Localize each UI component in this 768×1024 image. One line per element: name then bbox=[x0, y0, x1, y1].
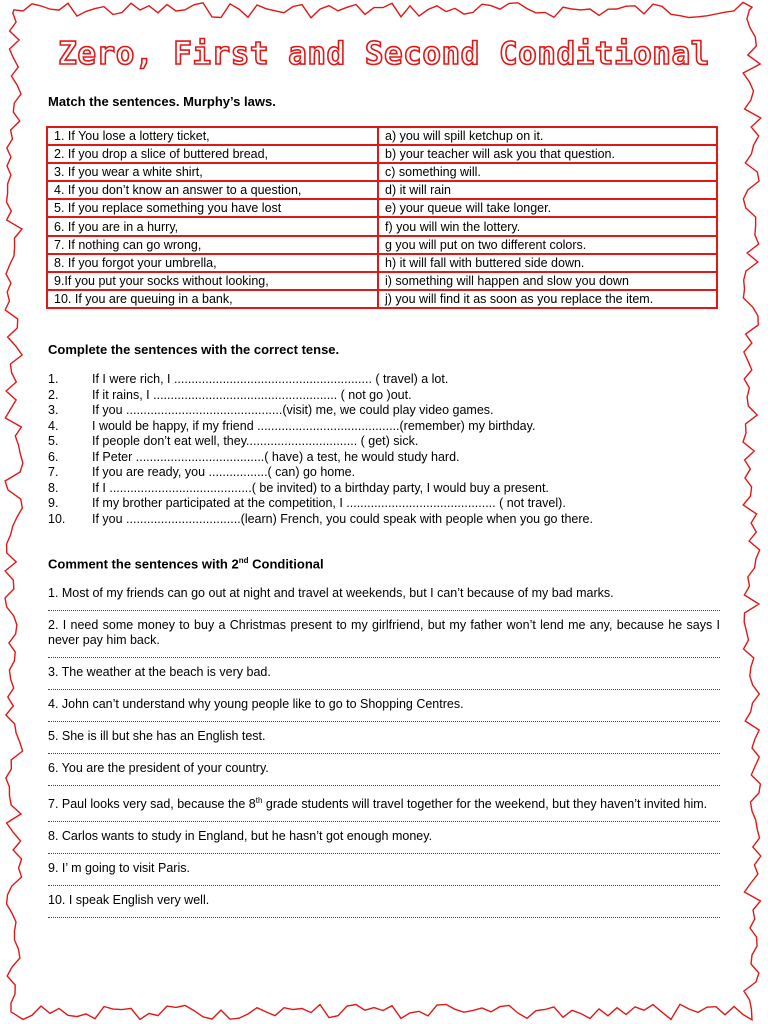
item-number: 5. bbox=[48, 434, 59, 448]
result-cell: d) it will rain bbox=[378, 181, 717, 199]
tense-item bbox=[48, 496, 728, 512]
comment-item bbox=[48, 729, 720, 754]
answer-line[interactable] bbox=[48, 712, 720, 722]
match-row bbox=[47, 272, 717, 290]
comment-text-part: 2. I need some money to buy a Christmas present to my girlfriend, but my father won’t lend me any, because he says I never pay him back. bbox=[48, 618, 720, 647]
comment-prompt bbox=[48, 761, 720, 776]
tense-item bbox=[48, 465, 728, 481]
comment-prompt bbox=[48, 697, 720, 712]
comment-prompt bbox=[48, 618, 720, 648]
condition-cell: 5. If you replace something you have lost bbox=[47, 199, 378, 217]
condition-cell: 8. If you forgot your umbrella, bbox=[47, 254, 378, 272]
comment-item bbox=[48, 893, 720, 918]
tense-exercise-list bbox=[48, 372, 728, 527]
tense-item bbox=[48, 512, 728, 528]
murphys-laws-table bbox=[46, 126, 718, 309]
result-cell: j) you will find it as soon as you replace the item. bbox=[378, 290, 717, 308]
tense-item bbox=[48, 403, 728, 419]
item-number: 4. bbox=[48, 418, 59, 433]
comment-text-part: 9. I’ m going to visit Paris. bbox=[48, 861, 190, 876]
answer-line[interactable] bbox=[48, 744, 720, 754]
comment-text-part: 10. I speak English very well. bbox=[48, 893, 210, 908]
condition-cell: 2. If you drop a slice of buttered bread, bbox=[47, 145, 378, 163]
result-cell: b) your teacher will ask you that question. bbox=[378, 145, 717, 163]
match-row bbox=[47, 145, 717, 163]
comment-section-heading: Comment the sentences with 2nd Conditional bbox=[48, 556, 324, 572]
tense-item bbox=[48, 388, 728, 404]
answer-line[interactable] bbox=[48, 601, 720, 611]
result-cell: i) something will happen and slow you down bbox=[378, 272, 717, 290]
item-text: If you .................................(learn) French, you could speak with people when you go there. bbox=[92, 511, 593, 526]
match-row bbox=[47, 290, 717, 308]
comment-item bbox=[48, 761, 720, 786]
match-row bbox=[47, 163, 717, 181]
item-number: 1. bbox=[48, 372, 59, 386]
comment-text-part: 5. She is ill but she has an English test. bbox=[48, 729, 266, 743]
item-text: If you .............................................(visit) me, we could play video games. bbox=[92, 403, 494, 417]
comment-text-part: 4. John can’t understand why young people like to go to Shopping Centres. bbox=[48, 697, 464, 711]
tense-item bbox=[48, 434, 728, 450]
condition-cell: 10. If you are queuing in a bank, bbox=[47, 290, 378, 308]
comment-exercise-list bbox=[48, 586, 720, 925]
result-cell: e) your queue will take longer. bbox=[378, 199, 717, 217]
item-number: 10. bbox=[48, 511, 66, 526]
item-number: 3. bbox=[48, 403, 59, 417]
match-row bbox=[47, 199, 717, 217]
tense-item bbox=[48, 419, 728, 435]
item-number: 2. bbox=[48, 387, 59, 402]
comment-text-part: 3. The weather at the beach is very bad. bbox=[48, 665, 271, 679]
item-text: If Peter .....................................( have) a test, he would study hard. bbox=[92, 449, 460, 464]
item-number: 7. bbox=[48, 465, 59, 479]
condition-cell: 4. If you don’t know an answer to a question, bbox=[47, 181, 378, 199]
comment-item bbox=[48, 793, 720, 822]
item-text: If you are ready, you .................( can) go home. bbox=[92, 465, 356, 479]
comment-text-part: grade students will travel together for the weekend, but they haven’t invited him. bbox=[262, 797, 708, 812]
tense-section-heading: Complete the sentences with the correct tense. bbox=[48, 342, 340, 357]
answer-line[interactable] bbox=[48, 776, 720, 786]
match-row bbox=[47, 254, 717, 272]
condition-cell: 7. If nothing can go wrong, bbox=[47, 236, 378, 254]
item-text: If I were rich, I ......................................................... ( travel) a lot. bbox=[92, 372, 449, 386]
answer-line[interactable] bbox=[48, 648, 720, 658]
comment-prompt bbox=[48, 861, 720, 876]
answer-line[interactable] bbox=[48, 844, 720, 854]
match-row bbox=[47, 181, 717, 199]
comment-item bbox=[48, 829, 720, 854]
item-text: If it rains, I ..................................................... ( not go )out. bbox=[92, 387, 412, 402]
comment-prompt bbox=[48, 586, 720, 601]
result-cell: c) something will. bbox=[378, 163, 717, 181]
tense-item bbox=[48, 481, 728, 497]
comment-item bbox=[48, 665, 720, 690]
answer-line[interactable] bbox=[48, 680, 720, 690]
item-text: If I .........................................( be invited) to a birthday party, I would buy a present. bbox=[92, 480, 549, 495]
item-number: 9. bbox=[48, 496, 59, 510]
match-row bbox=[47, 217, 717, 235]
result-cell: g you will put on two different colors. bbox=[378, 236, 717, 254]
ordinal-superscript: th bbox=[255, 796, 263, 805]
condition-cell: 1. If You lose a lottery ticket, bbox=[47, 127, 378, 145]
result-cell: f) you will win the lottery. bbox=[378, 217, 717, 235]
comment-text-part: 7. Paul looks very sad, because the 8 bbox=[48, 797, 256, 812]
comment-prompt bbox=[48, 665, 720, 680]
item-text: If my brother participated at the competition, I ........................................... ( not travel). bbox=[92, 496, 566, 510]
comment-prompt bbox=[48, 729, 720, 744]
comment-prompt bbox=[48, 893, 720, 908]
comment-text-part: 6. You are the president of your country. bbox=[48, 761, 269, 775]
tense-item bbox=[48, 450, 728, 466]
answer-line[interactable] bbox=[48, 812, 720, 822]
comment-item bbox=[48, 618, 720, 658]
match-row bbox=[47, 236, 717, 254]
answer-line[interactable] bbox=[48, 876, 720, 886]
match-row bbox=[47, 127, 717, 145]
item-number: 6. bbox=[48, 449, 59, 464]
match-section-heading: Match the sentences. Murphy’s laws. bbox=[48, 94, 276, 109]
comment-text-part: 1. Most of my friends can go out at night and travel at weekends, but I can’t because of my bad marks. bbox=[48, 586, 614, 600]
condition-cell: 3. If you wear a white shirt, bbox=[47, 163, 378, 181]
comment-prompt bbox=[48, 829, 720, 844]
comment-text-part: 8. Carlos wants to study in England, but he hasn’t got enough money. bbox=[48, 829, 433, 844]
item-text: I would be happy, if my friend .........................................(remember) my birthday. bbox=[92, 418, 536, 433]
condition-cell: 9.If you put your socks without looking, bbox=[47, 272, 378, 290]
item-text: If people don’t eat well, they................................ ( get) sick. bbox=[92, 434, 419, 448]
comment-prompt bbox=[48, 793, 720, 812]
worksheet-title: Zero, First and Second Conditional bbox=[58, 36, 710, 72]
result-cell: a) you will spill ketchup on it. bbox=[378, 127, 717, 145]
condition-cell: 6. If you are in a hurry, bbox=[47, 217, 378, 235]
comment-item bbox=[48, 861, 720, 886]
comment-item bbox=[48, 586, 720, 611]
item-number: 8. bbox=[48, 480, 59, 495]
tense-item bbox=[48, 372, 728, 388]
comment-item bbox=[48, 697, 720, 722]
result-cell: h) it will fall with buttered side down. bbox=[378, 254, 717, 272]
answer-line[interactable] bbox=[48, 908, 720, 918]
